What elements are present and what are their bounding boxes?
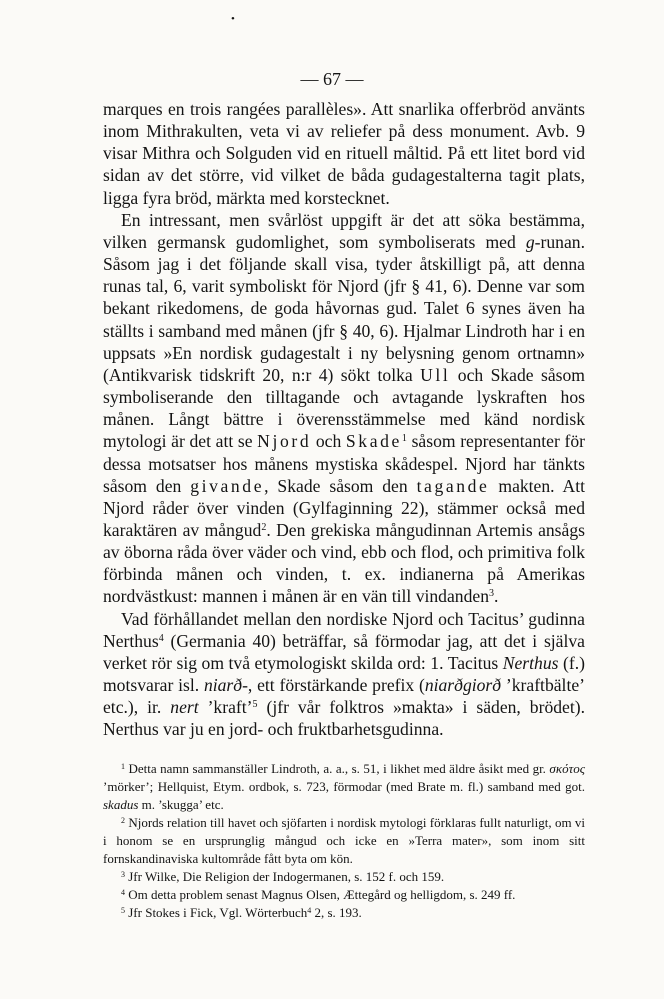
paragraph-3 <box>103 608 585 741</box>
page-number: — 67 — <box>300 69 364 89</box>
edition-superscript: 4 <box>307 906 312 915</box>
spaced-word-givande: givande <box>190 475 265 496</box>
body-text <box>103 98 585 741</box>
footnote-number: 5 <box>121 906 125 915</box>
paragraph-1 <box>103 98 585 209</box>
footnote-number: 4 <box>121 888 125 897</box>
text-run: makten. Att Njord råder över vinden (Gylfaginning 22), stämmer också med karaktären av mångud <box>103 475 585 540</box>
footnote-number: 1 <box>121 762 125 771</box>
text-run: och <box>311 431 346 452</box>
text-run: Om detta problem senast Magnus Olsen, Ættegård og helligdom, s. 249 ff. <box>128 887 516 902</box>
text-run: ’kraftbälte’ etc.), ir. <box>103 675 585 718</box>
footnote-ref-1[interactable]: 1 <box>401 433 407 445</box>
text-run: m. ’skugga’ etc. <box>138 797 224 812</box>
footnote-ref-5[interactable]: 5 <box>252 699 258 711</box>
spaced-name-njord: Njord <box>257 431 312 452</box>
rune-letter: g <box>525 231 535 252</box>
text-run: Jfr Stokes i Fick, Vgl. Wörterbuch <box>128 905 308 920</box>
text-run: marques en trois rangées parallèles». Att snarlika offerbröd använts inom Mithrakulten, veta vi av reliefer på dess monument. Avb. 9 visar Mithra och Solguden vid en rituell måltid. På ett litet bord vid sidan av det större, vid vilket de båda gudagestalterna tagit plats, ligga fyra bröd, märkta med korstecknet. <box>103 99 585 208</box>
paragraph-2 <box>103 209 585 608</box>
italic-word: nert <box>170 697 199 718</box>
text-run: , Skade såsom den <box>264 475 417 496</box>
italic-word: skadus <box>103 797 139 812</box>
text-run: ’kraft’ <box>198 697 253 718</box>
footnote-number: 2 <box>121 816 125 825</box>
text-run: , ett förstärkande prefix ( <box>247 675 425 696</box>
text-run: En intressant, men svårlöst uppgift är det att söka bestämma, vilken germansk gudomlighet, som symboliserats med <box>103 209 585 252</box>
text-run: . <box>494 586 499 607</box>
spaced-name-skade: Skade <box>345 431 402 452</box>
spaced-name-ull: Ull <box>420 364 451 385</box>
text-run: Detta namn sammanställer Lindroth, a. a., s. 51, i likhet med äldre åsikt med gr. <box>128 761 550 776</box>
footnote-3 <box>103 868 585 886</box>
text-run: . Den grekiska mångudinnan Artemis ansågs av öborna råda över väder och vind, ebb och flod, och primitiva folk förbinda månen och vinden, t. ex. indianerna på Amerikas nordvästkust: mannen i månen är en vän till vindanden <box>103 519 585 607</box>
footnote-ref-3[interactable]: 3 <box>489 588 494 600</box>
text-run: -runan. Såsom jag i det följande skall visa, tyder åtskilligt på, att denna runas tal, 6, varit symboliskt för Njord (jfr § 41, 6). Denne var som bekant rikedomens, de goda håvornas gud. Talet 6 synes även ha ställts i samband med månen (jfr § 40, 6). Hjalmar Lindroth har i en uppsats »En nordisk gudagestalt i ny belysning genom ortnamn» (Antikvarisk tidskrift 20, n:r 4) sökt tolka <box>103 231 585 385</box>
text-run: Jfr Wilke, Die Religion der Indogermanen, s. 152 f. och 159. <box>128 869 445 884</box>
text-run: och Skade såsom symboliserande den tilltagande och avtagande lyskraften hos månen. Långt bättre i överensstämmelse med känd nordisk mytologi är det att se <box>103 364 585 452</box>
text-run: (f.) motsvarar isl. <box>103 652 585 696</box>
footnote-ref-2[interactable]: 2 <box>261 521 267 533</box>
footnote-5 <box>103 904 585 922</box>
text-run: ’mörker’; Hellquist, Etym. ordbok, s. 723, förmodar (med Brate m. fl.) samband med got. <box>103 779 585 794</box>
footnote-ref-4[interactable]: 4 <box>158 632 164 644</box>
print-speck: • <box>231 13 235 25</box>
italic-word: Nerthus <box>502 652 559 673</box>
text-run: såsom representanter för dessa motsatser hos månens mystiska skådespel. Njord har tänkts såsom den <box>103 431 585 496</box>
footnote-2 <box>103 814 585 868</box>
greek-word: σκότος <box>549 761 586 776</box>
italic-word: niarð- <box>203 675 248 696</box>
italic-word: niarðgiorð <box>424 675 502 696</box>
text-run: Njords relation till havet och sjöfarten i nordisk mytologi förklaras fullt naturligt, om vi i honom se en ursprunglig mångud och icke en »Terra mater», som inom sitt fornskandinaviska kultområde fått byta om kön. <box>103 815 586 866</box>
footnote-1 <box>103 760 585 814</box>
text-run: Vad förhållandet mellan den nordiske Njord och Tacitus’ gudinna Nerthus <box>103 608 585 651</box>
text-run: (Germania 40) beträffar, så förmodar jag, att det i själva verket rör sig om två etymologiskt skilda ord: 1. Tacitus <box>103 630 585 673</box>
spaced-word-tagande: tagande <box>416 475 490 496</box>
footnote-4 <box>103 886 585 904</box>
text-run: (jfr vår folktros »makta» i säden, brödet). Nerthus var ju en jord- och fruktbarhetsgudinna. <box>103 697 585 740</box>
footnotes <box>103 760 585 922</box>
footnote-number: 3 <box>121 870 125 879</box>
text-run: 2, s. 193. <box>311 905 362 920</box>
